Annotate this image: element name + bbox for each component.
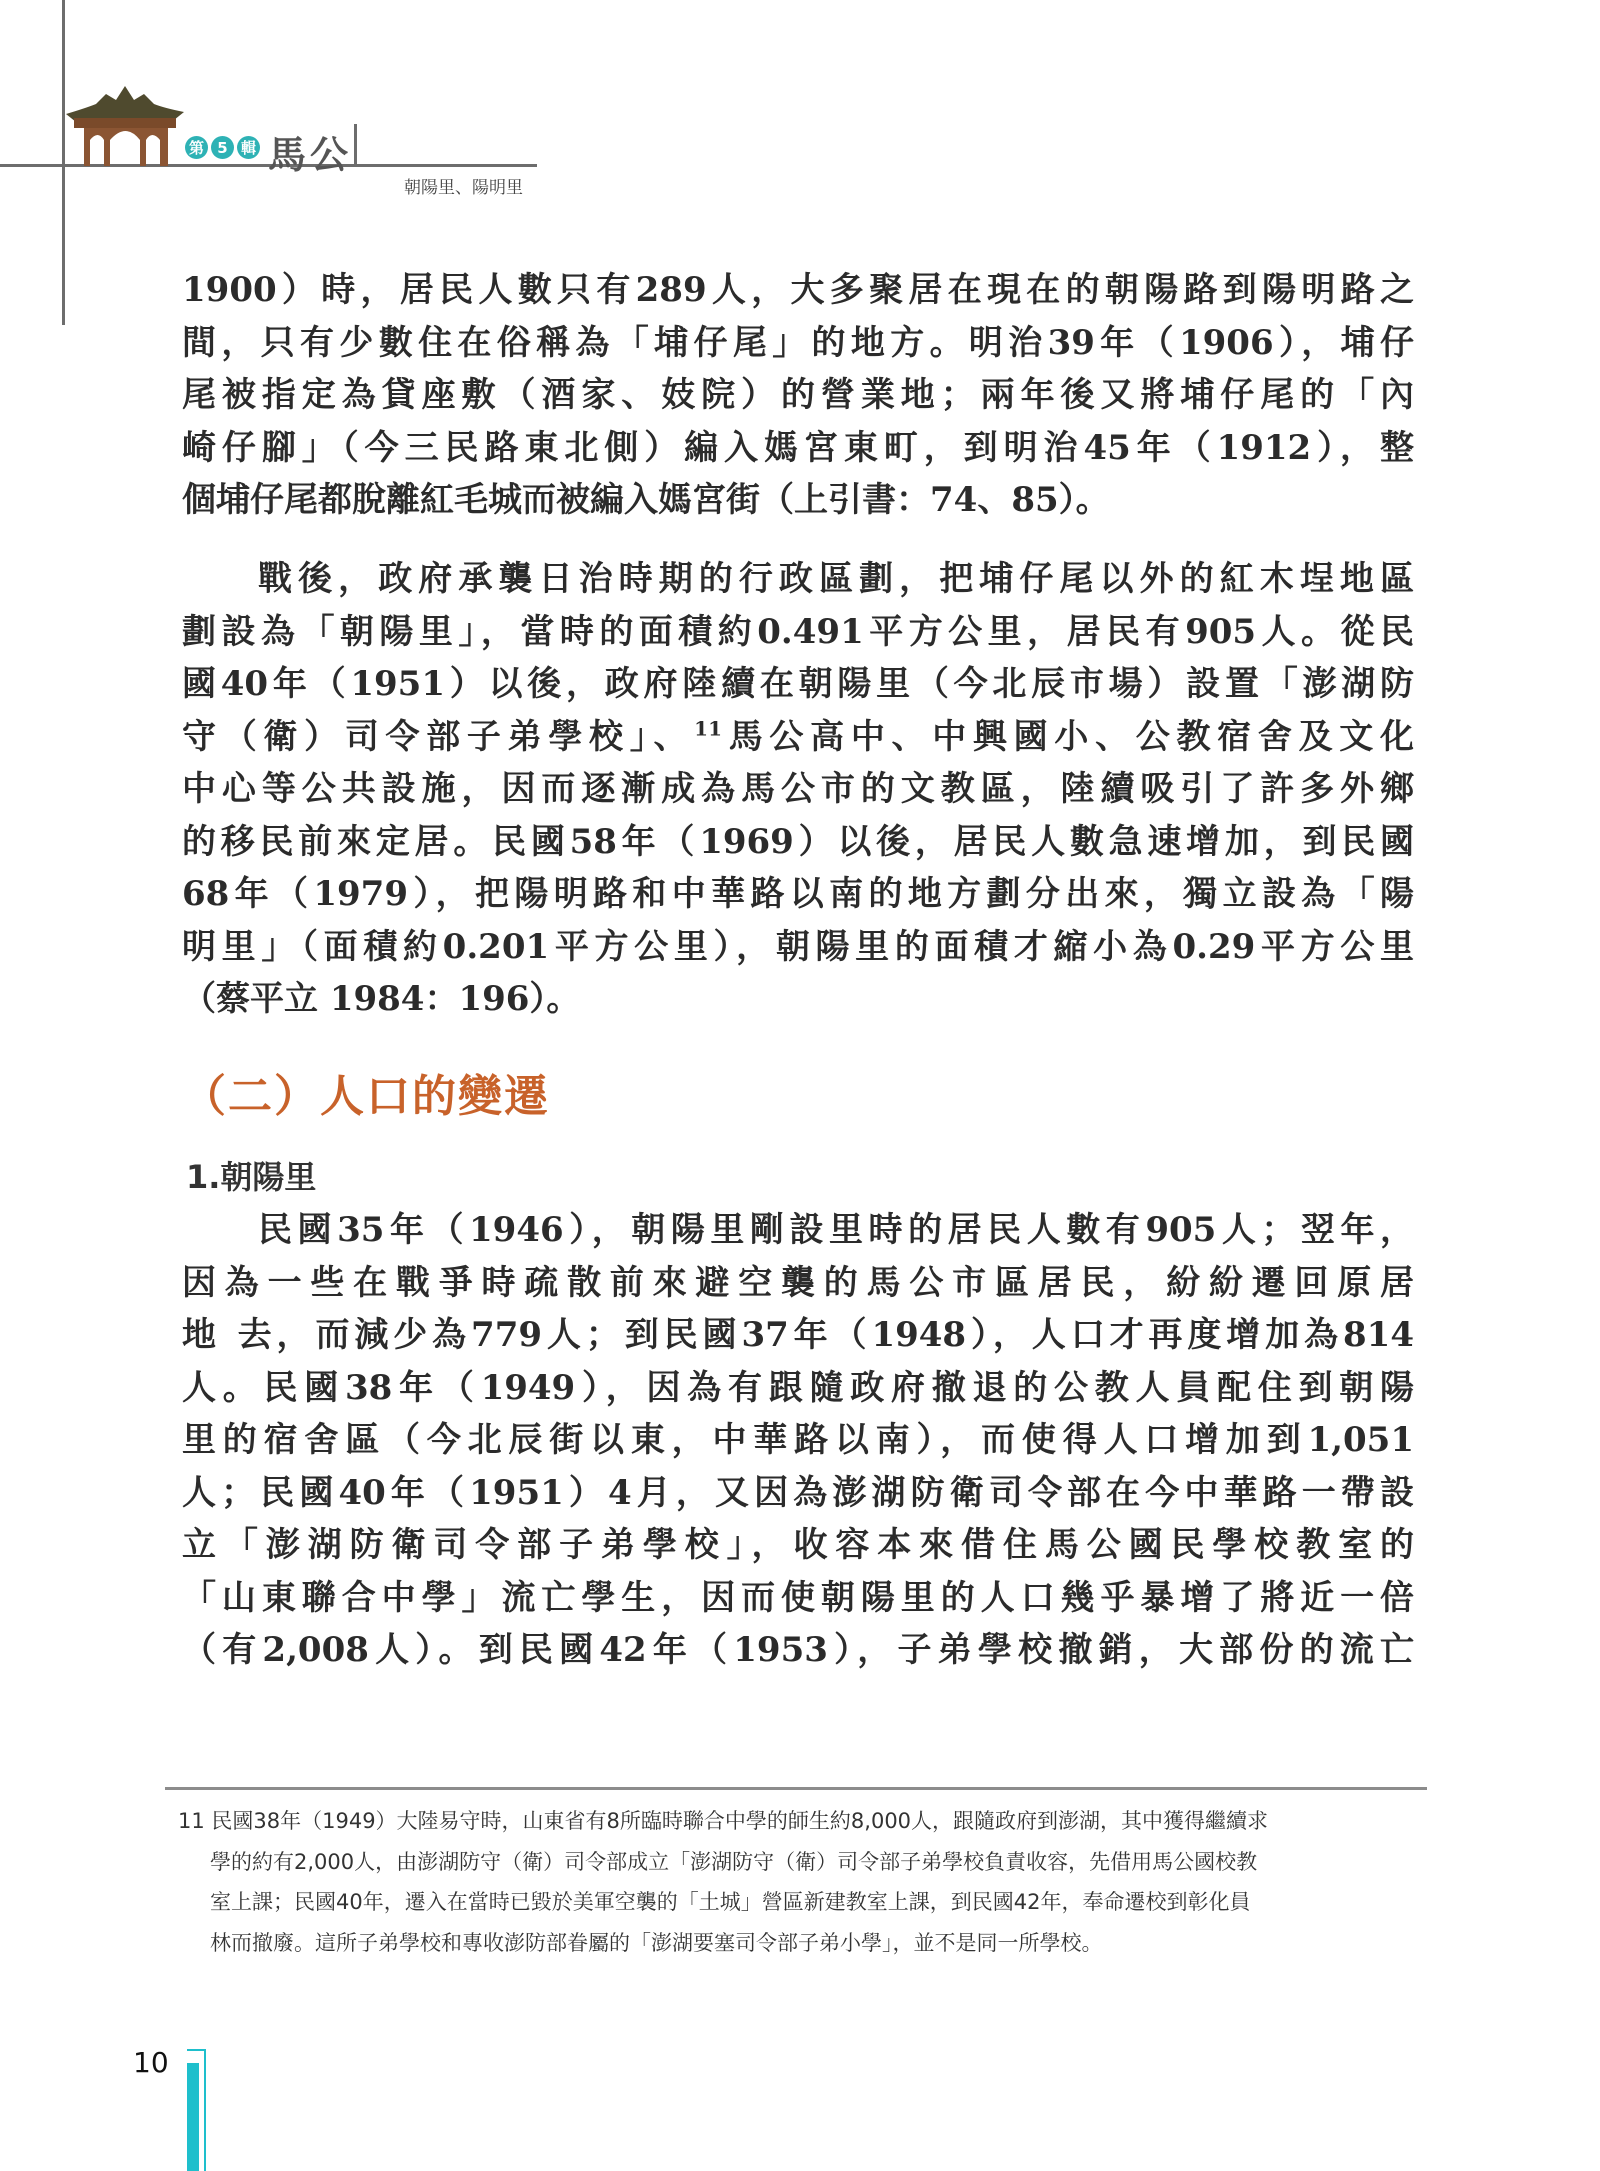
text-line	[182, 1467, 1414, 1520]
footnote-line: 室上課；民國40年，遷入在當時已毀於美軍空襲的「土城」營區新建教室上課，到民國42年，奉命遷校到彰化員	[210, 1890, 1251, 1914]
text-segment: 守（衛）司令部子弟學校」、	[182, 716, 695, 757]
page-number: 10	[133, 2046, 169, 2079]
page-accent-bar	[187, 2063, 199, 2171]
footnote-marker[interactable]: 11	[694, 716, 723, 741]
pavilion-illustration-icon	[66, 84, 184, 166]
text-segment: 明里」（面積約0.201平方公里），朝陽里的面積才縮小為0.29平方公里	[182, 926, 1414, 967]
text-segment: （蔡平立 1984：196）。	[182, 979, 581, 1019]
text-segment: 「山東聯合中學」流亡學生，因而使朝陽里的人口幾乎暴增了將近一倍	[182, 1577, 1414, 1618]
chapter-subtitle: 朝陽里、陽明里	[404, 178, 523, 198]
text-segment: 地 去，而減少為779人；到民國37年（1948），人口才再度增加為814	[182, 1315, 1414, 1355]
body-paragraph	[182, 1204, 1414, 1677]
text-segment: 崎仔腳」（今三民路東北側）編入媽宮東町，到明治45年（1912），整	[182, 427, 1414, 468]
text-line	[182, 921, 1414, 974]
text-line	[182, 1309, 1414, 1362]
subsection-heading: 1.朝陽里	[186, 1158, 317, 1196]
text-segment: （有2,008人）。到民國42年（1953），子弟學校撤銷，大部份的流亡	[182, 1630, 1414, 1670]
text-line	[182, 763, 1414, 816]
text-line	[182, 658, 1414, 711]
body-paragraph	[182, 264, 1414, 527]
footnote-line: 11 民國38年（1949）大陸易守時，山東省有8所臨時聯合中學的師生約8,000人，跟隨政府到澎湖，其中獲得繼續求	[178, 1809, 1269, 1833]
text-segment: 劃設為「朝陽里」，當時的面積約0.491平方公里，居民有905人。從民	[182, 611, 1414, 652]
text-segment: 人；民國40年（1951）4月，又因為澎湖防衛司令部在今中華路一帶設	[182, 1472, 1414, 1513]
text-segment: 個埔仔尾都脫離紅毛城而被編入媽宮街（上引書：74、85）。	[182, 480, 1110, 520]
text-segment: 民國35年（1946），朝陽里剛設里時的居民人數有905人；翌年，	[258, 1210, 1414, 1250]
footnote-rule	[165, 1787, 1427, 1790]
footnote-line: 學的約有2,000人，由澎湖防守（衛）司令部成立「澎湖防守（衛）司令部子弟學校負責收容，先借用馬公國校教	[210, 1849, 1258, 1874]
text-line	[182, 711, 1414, 764]
text-line	[182, 816, 1414, 869]
body-paragraph	[182, 553, 1414, 1026]
text-line	[182, 1624, 1414, 1677]
section-heading: （二）人口的變遷	[182, 1071, 550, 1122]
volume-badge	[185, 136, 260, 159]
text-segment: 1900）時，居民人數只有289人，大多聚居在現在的朝陽路到陽明路之	[182, 270, 1414, 310]
text-segment: 國40年（1951）以後，政府陸續在朝陽里（今北辰市場）設置「澎湖防	[182, 664, 1414, 704]
text-line	[182, 422, 1414, 475]
text-segment: 里的宿舍區（今北辰街以東，中華路以南），而使得人口增加到1,051	[182, 1420, 1414, 1460]
text-segment: 中心等公共設施，因而逐漸成為馬公市的文教區，陸續吸引了許多外鄉	[182, 769, 1414, 809]
badge-char: 第	[185, 136, 208, 159]
text-line	[182, 1257, 1414, 1310]
badge-char: 輯	[237, 136, 260, 159]
text-line	[182, 1519, 1414, 1572]
text-line	[182, 1362, 1414, 1415]
header-tick-rule	[354, 124, 357, 165]
text-segment: 因為一些在戰爭時疏散前來避空襲的馬公市區居民，紛紛遷回原居	[182, 1262, 1414, 1303]
text-line	[182, 1414, 1414, 1467]
text-line	[182, 973, 1414, 1026]
text-line	[182, 369, 1414, 422]
text-segment: 的移民前來定居。民國58年（1969）以後，居民人數急速增加，到民國	[182, 821, 1414, 862]
text-segment: 戰後，政府承襲日治時期的行政區劃，把埔仔尾以外的紅木埕地區	[258, 559, 1414, 599]
text-segment: 尾被指定為貸座敷（酒家、妓院）的營業地；兩年後又將埔仔尾的「內	[182, 375, 1414, 415]
text-segment: 人。民國38年（1949），因為有跟隨政府撤退的公教人員配住到朝陽	[182, 1367, 1414, 1408]
text-segment: 立「澎湖防衛司令部子弟學校」，收容本來借住馬公國民學校教室的	[182, 1525, 1414, 1565]
text-segment: 間，只有少數住在俗稱為「埔仔尾」的地方。明治39年（1906），埔仔	[182, 322, 1414, 363]
text-line	[182, 868, 1414, 921]
header-vertical-rule	[62, 0, 65, 325]
text-segment: 馬公高中、中興國小、公教宿舍及文化	[722, 716, 1415, 757]
badge-number: 5	[211, 136, 234, 159]
text-line	[182, 553, 1414, 606]
text-line	[182, 474, 1414, 527]
text-segment: 68年（1979），把陽明路和中華路以南的地方劃分出來，獨立設為「陽	[182, 874, 1414, 914]
text-line	[182, 1204, 1414, 1257]
text-line	[182, 264, 1414, 317]
volume-title: 馬公	[268, 132, 353, 177]
text-line	[182, 1572, 1414, 1625]
text-line	[182, 606, 1414, 659]
footnote-line: 林而撤廢。這所子弟學校和專收澎防部眷屬的「澎湖要塞司令部子弟小學」，並不是同一所學校。	[210, 1930, 1103, 1955]
text-line	[182, 317, 1414, 370]
footnote	[178, 1801, 1416, 1963]
